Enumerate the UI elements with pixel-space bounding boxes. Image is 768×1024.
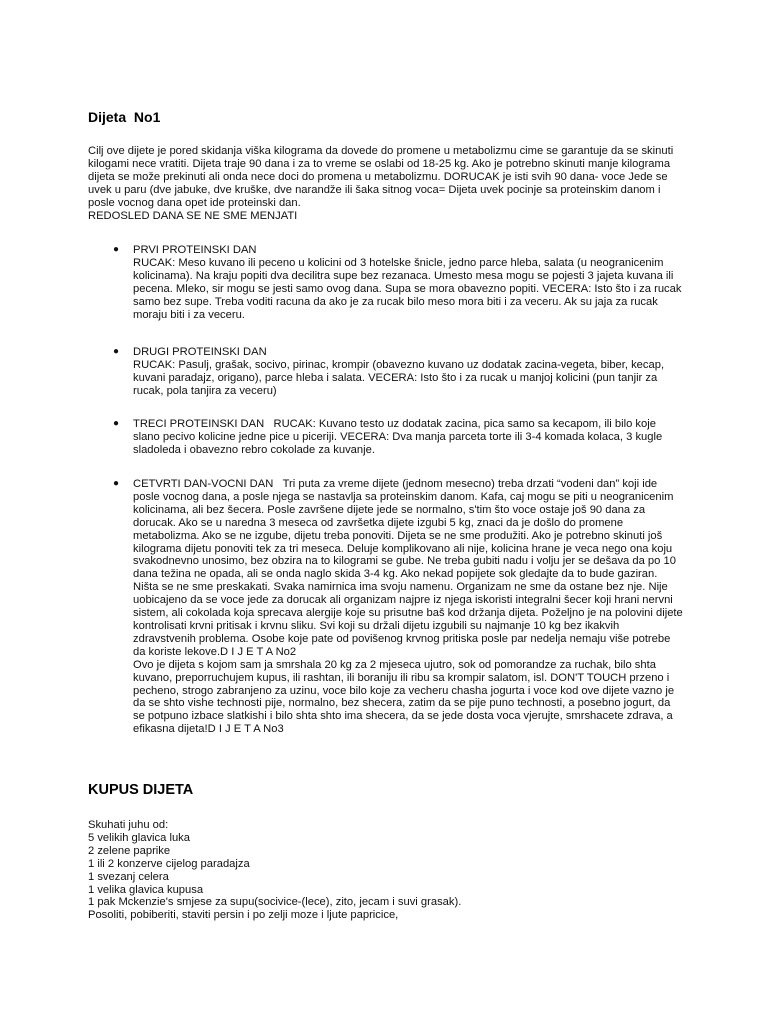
recipe-line: 1 pak Mckenzie's smjese za supu(socivice-(lece), zito, jecam i suvi grasak). bbox=[88, 896, 462, 909]
list-item-day2 bbox=[113, 346, 685, 398]
bullet-icon: ● bbox=[113, 478, 120, 489]
day-text: RUCAK: Kuvano testo uz dodatak zacina, pica samo sa kecapom, ili bilo koje slano pecivo kolicine jedne pice u piceriji. VECERA: Dva manja parceta torte ili 3-4 komada kolaca, 3 kugle sladoleda i obavezno rebro cokolade za kuvanje. bbox=[133, 418, 663, 456]
recipe-intro: Skuhati juhu od: bbox=[88, 819, 169, 831]
recipe-section bbox=[88, 819, 688, 922]
day-extra-text: Ovo je dijeta s kojom sam ja smrshala 20 kg za 2 mjeseca ujutro, sok od pomorandze za ruchak, bilo shta kuvano, preporruchujem kupus, ili rashtan, ili boraniju ili ribu sa krompir salatom, isl. DON'T TOUCH przeno i pecheno, strogo zabranjeno za uzinu, voce bilo koje za vecheru chasha jogurta i voce kod ove dijete vazno je da se shto vishe technosti pije, normalno, bez shecera, zatim da se pije puno technosti, a posebno jogurt, da se potpuno izbace slatkishi i bilo shta shto ima shecera, da se jede dosta voca vjerujte, smrshacete zdrava, a efikasna dijeta!D I J E T A No3 bbox=[133, 658, 675, 736]
bullet-icon: ● bbox=[113, 346, 120, 357]
recipe-line: 1 ili 2 konzerve cijelog paradajza bbox=[88, 857, 250, 870]
recipe-line: 1 velika glavica kupusa bbox=[88, 883, 204, 896]
intro-note: REDOSLED DANA SE NE SME MENJATI bbox=[88, 209, 298, 222]
heading-kupus-dijeta: KUPUS DIJETA bbox=[88, 782, 194, 798]
day-title: DRUGI PROTEINSKI DAN bbox=[133, 346, 267, 358]
recipe-line: 1 svezanj celera bbox=[88, 870, 169, 883]
recipe-line: Posoliti, pobiberiti, staviti persin i po zelji moze i ljute papricice, bbox=[88, 909, 399, 922]
day-text: Tri puta za vreme dijete (jednom mesecno) treba drzati “vodeni dan” koji ide posle vocnog dana, a posle njega se nastavlja sa proteinskim danom. Kafa, caj mogu se piti u neogranicenim kolicinama, ali bez šecera. Posle završene dijete jede se normalno, s'tim što voce ostaje još 90 dana za dorucak. Ako se u narednа 3 meseca od završetka dijete izgubi 5 kg, znaci da je došlo do promene metabolizma. Ako se ne izgube, dijetu treba ponoviti. Dijeta se ne sme produžiti. Ako je potrebno skinuti još kilograma dijetu ponoviti tek za tri meseca. Deluje komplikovano ali nije, kolicina hrane je veca nego ona koju svakodnevno unosimo, bez obzira na to kilogrami se gube. Ne treba gubiti nadu i volju jer se dešava da po 10 dana težina ne opada, ali se onda naglo skida 3-4 kg. Ako nekad popijete sok gledajte da to bude gaziran. Ništa se ne sme preskakati. Svaka namirnica ima svoju namenu. Organizam ne sme da ostane bez nje. Nije uobicajeno da se voce jede za dorucak ali organizam najpre iz njega iskoristi integralni šecer koji hrani nervni sistem, ali cokolada koja sprecava alergije koje su prisutne baš kod držanja dijeta. Poželjno je na polovini dijete kontrolisati krvni pritisak i krvnu sliku. Svi koji su držali dijetu izgubili su najmanje 10 kg bez ikakvih zdravstvenih problema. Osobe koje pate od povišenog krvnog pritiska posle par nedelja nemaju više potrebe da koriste lekove.D I J E T A No2 bbox=[133, 478, 683, 658]
day-title: CETVRTI DAN-VOCNI DAN bbox=[133, 478, 274, 490]
day-text: RUCAK: Pasulj, grašak, socivo, pirinac, krompir (obavezno kuvano uz dodatak zacina-vegeta, biber, kecap, kuvani paradajz, origano), parce hleba i salata. VECERA: Isto što i za rucak u manjoj kolicini (pun tanjir za rucak, pola tanjira za veceru) bbox=[133, 358, 665, 397]
intro-paragraph: Cilj ove dijete je pored skidanja viška kilograma da dovede do promene u metabolizmu cime se garantuje da se skinuti kilogami nece vratiti. Dijeta traje 90 dana i za to vreme se oslabi od 18-25 kg. Ako je potrebno skinuti manje kilograma dijeta se može prekinuti ali onda nece doci do promena u metabolizmu. DORUCAK je isti svih 90 dana- voce Jede se uvek u paru (dve jabuke, dve kruške, dve narandže ili šaka sitnog voca= Dijeta uvek pocinje sa proteinskim danom i posle vocnog dana opet ide proteinski dan. bbox=[88, 145, 674, 209]
heading-dijeta-no1: Dijeta No1 bbox=[88, 109, 161, 125]
day-text: RUCAK: Meso kuvano ili peceno u kolicini od 3 hotelske šnicle, jedno parce hleba, salata (u neogranicenim kolicinama). Na kraju popiti dva decilitra supe bez rezanaca. Umesto mesa mogu se pojesti 3 jajeta kuvana ili pecena. Mleko, sir mogu se jesti samo ovog dana. Supa se mora obavezno popiti. VECERA: Isto što i za rucak samo bez supe. Treba voditi racuna da ako je za rucak bilo meso mora biti i za veceru. Ak su jaja za rucak moraju biti i za veceru. bbox=[133, 256, 682, 321]
bullet-icon: ● bbox=[113, 418, 120, 429]
recipe-line: 2 zelene paprike bbox=[88, 844, 171, 857]
list-item-day4 bbox=[113, 478, 685, 736]
day-title: PRVI PROTEINSKI DAN bbox=[133, 244, 257, 256]
recipe-line: 5 velikih glavica luka bbox=[88, 831, 190, 844]
intro-section bbox=[88, 145, 678, 222]
list-item-day1 bbox=[113, 244, 685, 321]
list-item-day3 bbox=[113, 418, 685, 457]
day-title: TRECI PROTEINSKI DAN bbox=[133, 418, 265, 430]
bullet-icon: ● bbox=[113, 244, 120, 255]
